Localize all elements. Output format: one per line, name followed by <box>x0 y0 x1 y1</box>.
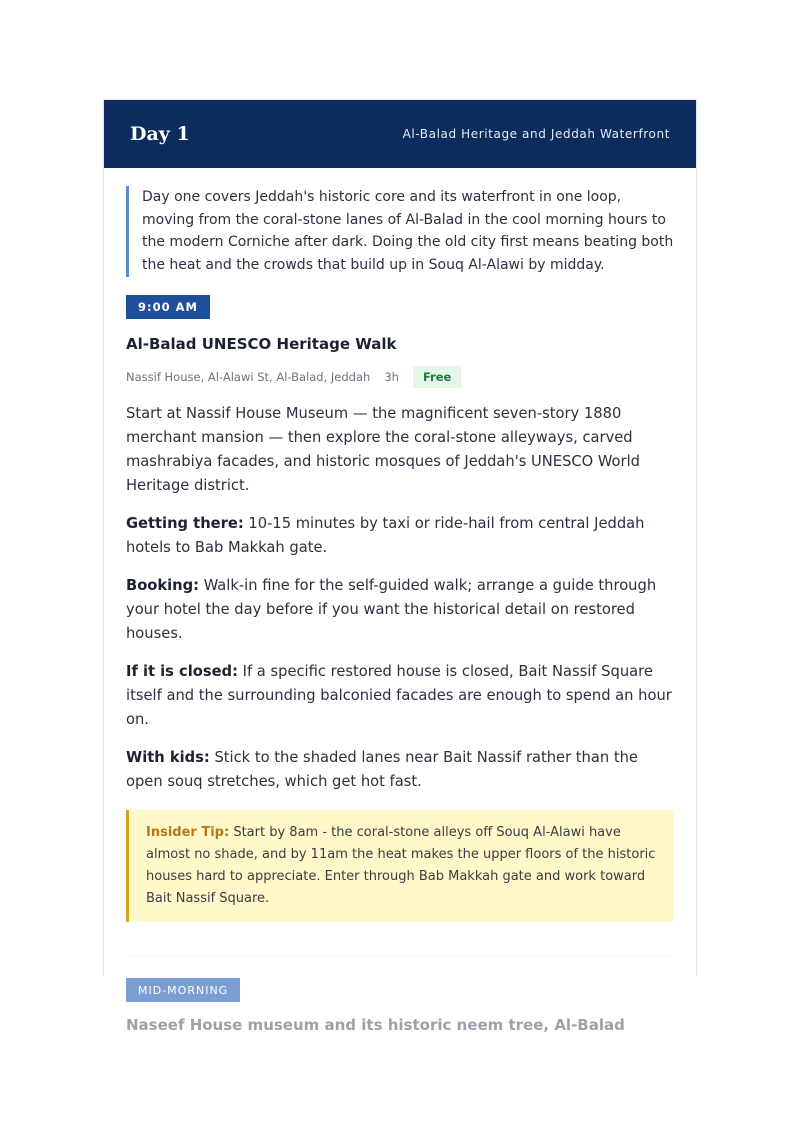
day-header <box>104 100 696 168</box>
booking-label: Booking: <box>126 576 200 594</box>
insider-tip-box <box>126 810 674 922</box>
kids-text: Stick to the shaded lanes near Bait Nassif rather than the open souq stretches, which get hot fast. <box>126 748 638 790</box>
time-badge: 9:00 AM <box>126 295 210 319</box>
kids-label: With kids: <box>126 748 210 766</box>
booking-text: Walk-in fine for the self-guided walk; arrange a guide through your hotel the day before if you want the historical detail on restored houses. <box>126 576 657 642</box>
day-subtitle: Al-Balad Heritage and Jeddah Waterfront <box>402 127 670 141</box>
activity-duration: 3h <box>384 369 399 384</box>
price-badge: Free <box>413 366 461 388</box>
day-content <box>104 168 696 1034</box>
activity-meta <box>126 366 674 388</box>
kids-paragraph <box>126 746 674 794</box>
getting-there-text: 10-15 minutes by taxi or ride-hail from central Jeddah hotels to Bab Makkah gate. <box>126 514 645 556</box>
time-badge-next: MID-MORNING <box>126 978 240 1002</box>
closed-label: If it is closed: <box>126 662 238 680</box>
day-card <box>103 99 697 1034</box>
activity-description: Start at Nassif House Museum — the magnificent seven-story 1880 merchant mansion — then explore the coral-stone alleyways, carved mashrabiya facades, and historic mosques of Jeddah's UNESCO World Heritage district. <box>126 404 640 494</box>
insider-tip-label: Insider Tip: <box>146 824 230 840</box>
getting-there-paragraph <box>126 512 674 560</box>
activity-title: Al-Balad UNESCO Heritage Walk <box>126 334 397 353</box>
section-divider <box>126 956 674 957</box>
activity-location: Nassif House, Al-Alawi St, Al-Balad, Jeddah <box>126 369 371 384</box>
booking-paragraph <box>126 574 674 646</box>
getting-there-label: Getting there: <box>126 514 244 532</box>
intro-quote: Day one covers Jeddah's historic core and its waterfront in one loop, moving from the coral-stone lanes of Al-Balad in the cool morning hours to the modern Corniche after dark. Doing the old city first means beating both the heat and the crowds that build up in Souq Al-Alawi by midday. <box>126 186 674 277</box>
activity-title-next: Naseef House museum and its historic neem tree, Al-Balad <box>126 1015 625 1034</box>
closed-text: If a specific restored house is closed, Bait Nassif Square itself and the surrounding balconied facades are enough to spend an hour on. <box>126 662 672 728</box>
insider-tip-text: Start by 8am - the coral-stone alleys off Souq Al-Alawi have almost no shade, and by 11am the heat makes the upper floors of the historic houses hard to appreciate. Enter through Bab Makkah gate and work toward Bait Nassif Square. <box>146 824 656 906</box>
day-title: Day 1 <box>130 123 190 145</box>
closed-paragraph <box>126 660 674 732</box>
